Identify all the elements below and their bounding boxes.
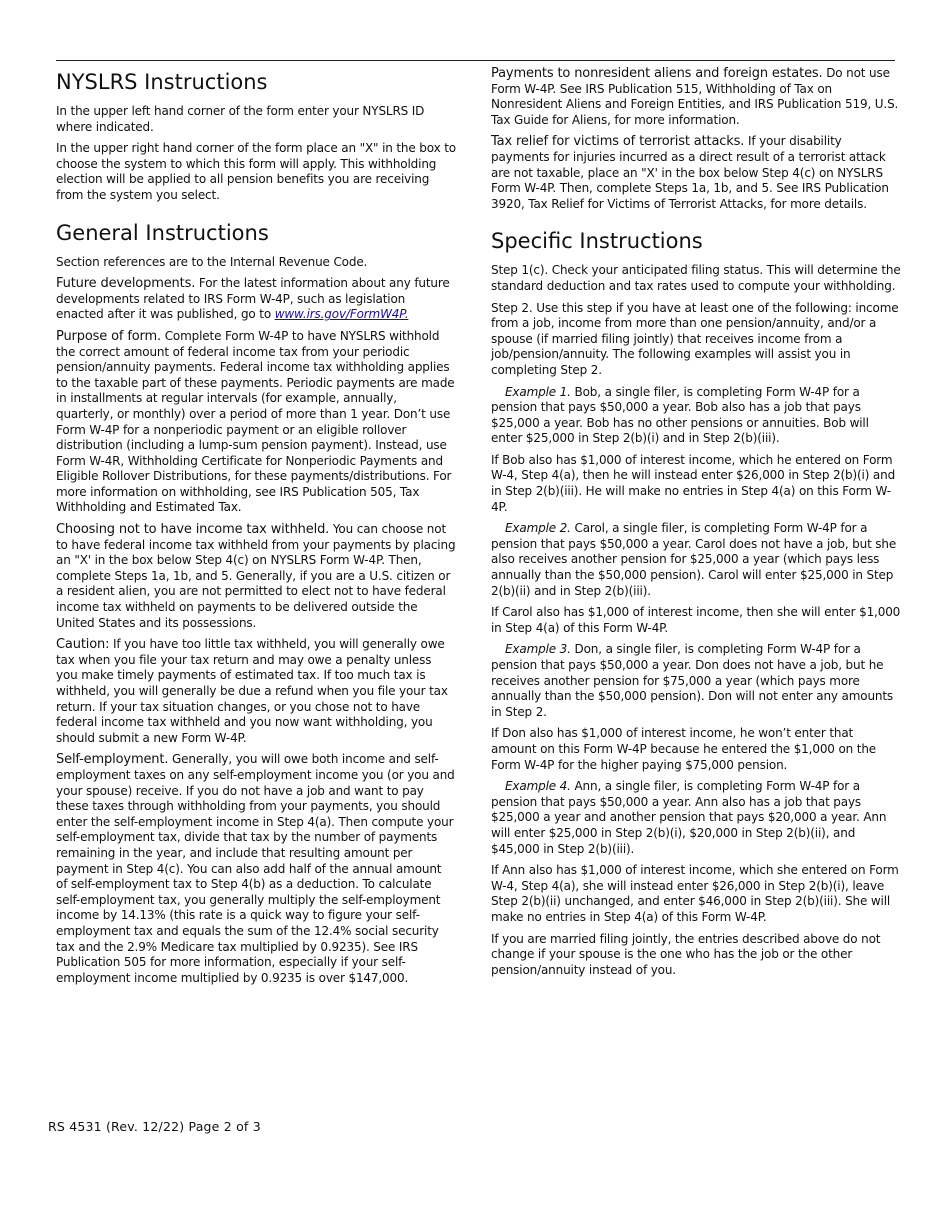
- self-employment-paragraph: [56, 752, 456, 986]
- example-4-body: Ann, a single filer, is completing Form W-4P for a pension that pays $50,000 a year. Ann also has a job that pays $25,000 a year and another pension that pays $20,000 a year. Ann will enter $25,000 in Step 2(b)(i), $20,000 in Step 2(b)(ii), and $45,000 in Step 2(b)(iii).: [491, 779, 887, 856]
- nonresident-aliens-lead: Payments to nonresident aliens and foreign estates.: [491, 66, 823, 81]
- step-1c-paragraph: Step 1(c). Check your anticipated filing status. This will determine the standard deduction and tax rates used to compute your withholding.: [491, 263, 901, 293]
- example-3-label: Example 3.: [505, 642, 571, 657]
- choosing-not-withheld-paragraph: [56, 522, 456, 631]
- example-3-paragraph: [491, 642, 902, 720]
- choosing-not-withheld-lead: Choosing not to have income tax withheld.: [56, 522, 330, 538]
- example-1-paragraph: [491, 385, 902, 447]
- irs-formw4p-link[interactable]: www.irs.gov/FormW4P.: [274, 307, 409, 322]
- purpose-of-form-lead: Purpose of form.: [56, 328, 162, 344]
- future-developments-paragraph: [56, 276, 456, 323]
- section-references-paragraph: Section references are to the Internal Revenue Code.: [56, 254, 368, 269]
- general-instructions-heading: General Instructions: [56, 220, 269, 245]
- example-1-label: Example 1.: [505, 384, 571, 399]
- future-developments-lead: Future developments.: [56, 276, 196, 292]
- top-rule: [56, 60, 895, 61]
- example-1-body: Bob, a single filer, is completing Form W-4P for a pension that pays $50,000 a year. Bob also has a job that pays $25,000 a year. Bob has no other pensions or annuities. Bob will enter $25,000 in Step 2(b)(i) and in Step 2(b)(iii).: [491, 384, 869, 446]
- example-2-paragraph: [491, 521, 902, 599]
- system-choice-paragraph: In the upper right hand corner of the form place an "X" in the box to choose the system to which this form will apply. This withholding election will be applied to all pension benefits you are receiving from the system you select.: [56, 141, 456, 202]
- example-2-label: Example 2.: [505, 521, 571, 536]
- right-column: [491, 66, 902, 984]
- page-footer: RS 4531 (Rev. 12/22) Page 2 of 3: [48, 1119, 261, 1134]
- example-2-followup: If Carol also has $1,000 of interest income, then she will enter $1,000 in Step 4(a) of this Form W-4P.: [491, 605, 901, 635]
- nonresident-aliens-body: Do not use Form W-4P. See IRS Publication 515, Withholding of Tax on Nonresident Aliens and Foreign Entities, and IRS Publication 519, U.S. Tax Guide for Aliens, for more information.: [491, 66, 899, 127]
- example-1-followup: If Bob also has $1,000 of interest income, which he entered on Form W-4, Step 4(a), then he will instead enter $26,000 in Step 2(b)(i) and in Step 2(b)(iii). He will make no entries in Step 4(a) on this Form W-4P.: [491, 452, 896, 514]
- left-column: [56, 66, 456, 992]
- caution-lead: Caution:: [56, 637, 110, 653]
- terrorist-attacks-paragraph: [491, 134, 902, 212]
- step-2-paragraph: Step 2. Use this step if you have at least one of the following: income from a job, income from more than one pension/annuity, and/or a spouse (if married filing jointly) that receives income from a job/pension/annuity. The following examples will assist you in completing Step 2.: [491, 300, 899, 377]
- specific-instructions-heading: Specific Instructions: [491, 229, 703, 254]
- terrorist-attacks-lead: Tax relief for victims of terrorist attacks.: [491, 134, 745, 150]
- example-4-followup: If Ann also has $1,000 of interest income, which she entered on Form W-4, Step 4(a), she will instead enter $26,000 in Step 2(b)(i), leave Step 2(b)(ii) unchanged, and enter $46,000 in Step 2(b)(iii). She will make no entries in Step 4(a) of this Form W-4P.: [491, 863, 899, 924]
- self-employment-body: Generally, you will owe both income and self-employment taxes on any self-employment income you (or you and your spouse) receive. If you do not have a job and want to pay these taxes through withholding from your payments, you should enter the self-employment income in Step 4(a). Then compute your self-employment tax, divide that tax by the number of payments remaining in the year, and include that resulting amount per payment in Step 4(c). You can also add half of the annual amount of self-employment tax to Step 4(b) as a deduction. To calculate self-employment tax, you generally multiply the self-employment income by 14.13% (this rate is a quick way to figure your self-employment tax and equals the sum of the 12.4% social security tax and the 2.9% Medicare tax multiplied by 0.9235). See IRS Publication 505 for more information, especially if your self-employment income multiplied by 0.9235 is over $147,000.: [56, 752, 455, 985]
- terrorist-attacks-body: If your disability payments for injuries incurred as a direct result of a terrorist attack are not taxable, place an "X' in the box below Step 4(c) on NYSLRS Form W-4P. Then, complete Steps 1a, 1b, and 5. See IRS Publication 3920, Tax Relief for Victims of Terrorist Attacks, for more details.: [491, 134, 889, 211]
- example-3-body: Don, a single filer, is completing Form W-4P for a pension that pays $50,000 a year. Don does not have a job, but he receives another pension for $75,000 a year (which pays more annually than the $50,000 pension). Don will not enter any amounts in Step 2.: [491, 642, 894, 719]
- caution-body: If you have too little tax withheld, you will generally owe tax when you file your tax return and may owe a penalty unless you make timely payments of estimated tax. If too much tax is withheld, you will generally be due a refund when you file your tax return. If your tax situation changes, or you chose not to have federal income tax withheld and you now want withholding, you should submit a new Form W-4P.: [56, 637, 448, 745]
- nyslrs-id-paragraph: In the upper left hand corner of the form enter your NYSLRS ID where indicated.: [56, 104, 425, 134]
- example-4-paragraph: [491, 779, 902, 857]
- caution-paragraph: [56, 637, 456, 746]
- nyslrs-instructions-heading: NYSLRS Instructions: [56, 70, 268, 94]
- self-employment-lead: Self-employment.: [56, 752, 169, 768]
- example-4-label: Example 4.: [505, 779, 571, 794]
- example-2-body: Carol, a single filer, is completing Form W-4P for a pension that pays $50,000 a year. Carol does not have a job, but she also receives another pension for $25,000 a year (which pays less annually than the $50,000 pension). Carol will enter $25,000 in Step 2(b)(ii) and in Step 2(b)(iii).: [491, 521, 897, 598]
- nonresident-aliens-paragraph: [491, 66, 902, 128]
- example-3-followup: If Don also has $1,000 of interest income, he won’t enter that amount on this Form W-4P because he entered the $1,000 on the Form W-4P for the higher paying $75,000 pension.: [491, 726, 877, 772]
- purpose-of-form-body: Complete Form W-4P to have NYSLRS withhold the correct amount of federal income tax from your periodic pension/annuity payments. Federal income tax withholding applies to the taxable part of these payments. Periodic payments are made in installments at regular intervals (for example, annually, quarterly, or monthly) over a period of more than 1 year. Don’t use Form W-4P for a nonperiodic payment or an eligible rollover distribution (including a lump-sum pension payment). Instead, use Form W-4R, Withholding Certificate for Nonperiodic Payments and Eligible Rollover Distributions, for these payments/distributions. For more information on withholding, see IRS Publication 505, Tax Withholding and Estimated Tax.: [56, 328, 455, 515]
- choosing-not-withheld-body: You can choose not to have federal income tax withheld from your payments by placing an "X' in the box below Step 4(c) on NYSLRS Form W-4P. Then, complete Steps 1a, 1b, and 5. Generally, if you are a U.S. citizen or a resident alien, you are not permitted to elect not to have federal income tax withheld on payments to be delivered outside the United States and its possessions.: [56, 522, 456, 630]
- future-developments-body: For the latest information about any future developments related to IRS Form W-4P, such as legislation enacted after it was published, go to: [56, 276, 450, 322]
- married-filing-jointly-paragraph: If you are married filing jointly, the entries described above do not change if your spouse is the one who has the job or the other pension/annuity instead of you.: [491, 931, 881, 977]
- purpose-of-form-paragraph: [56, 329, 456, 516]
